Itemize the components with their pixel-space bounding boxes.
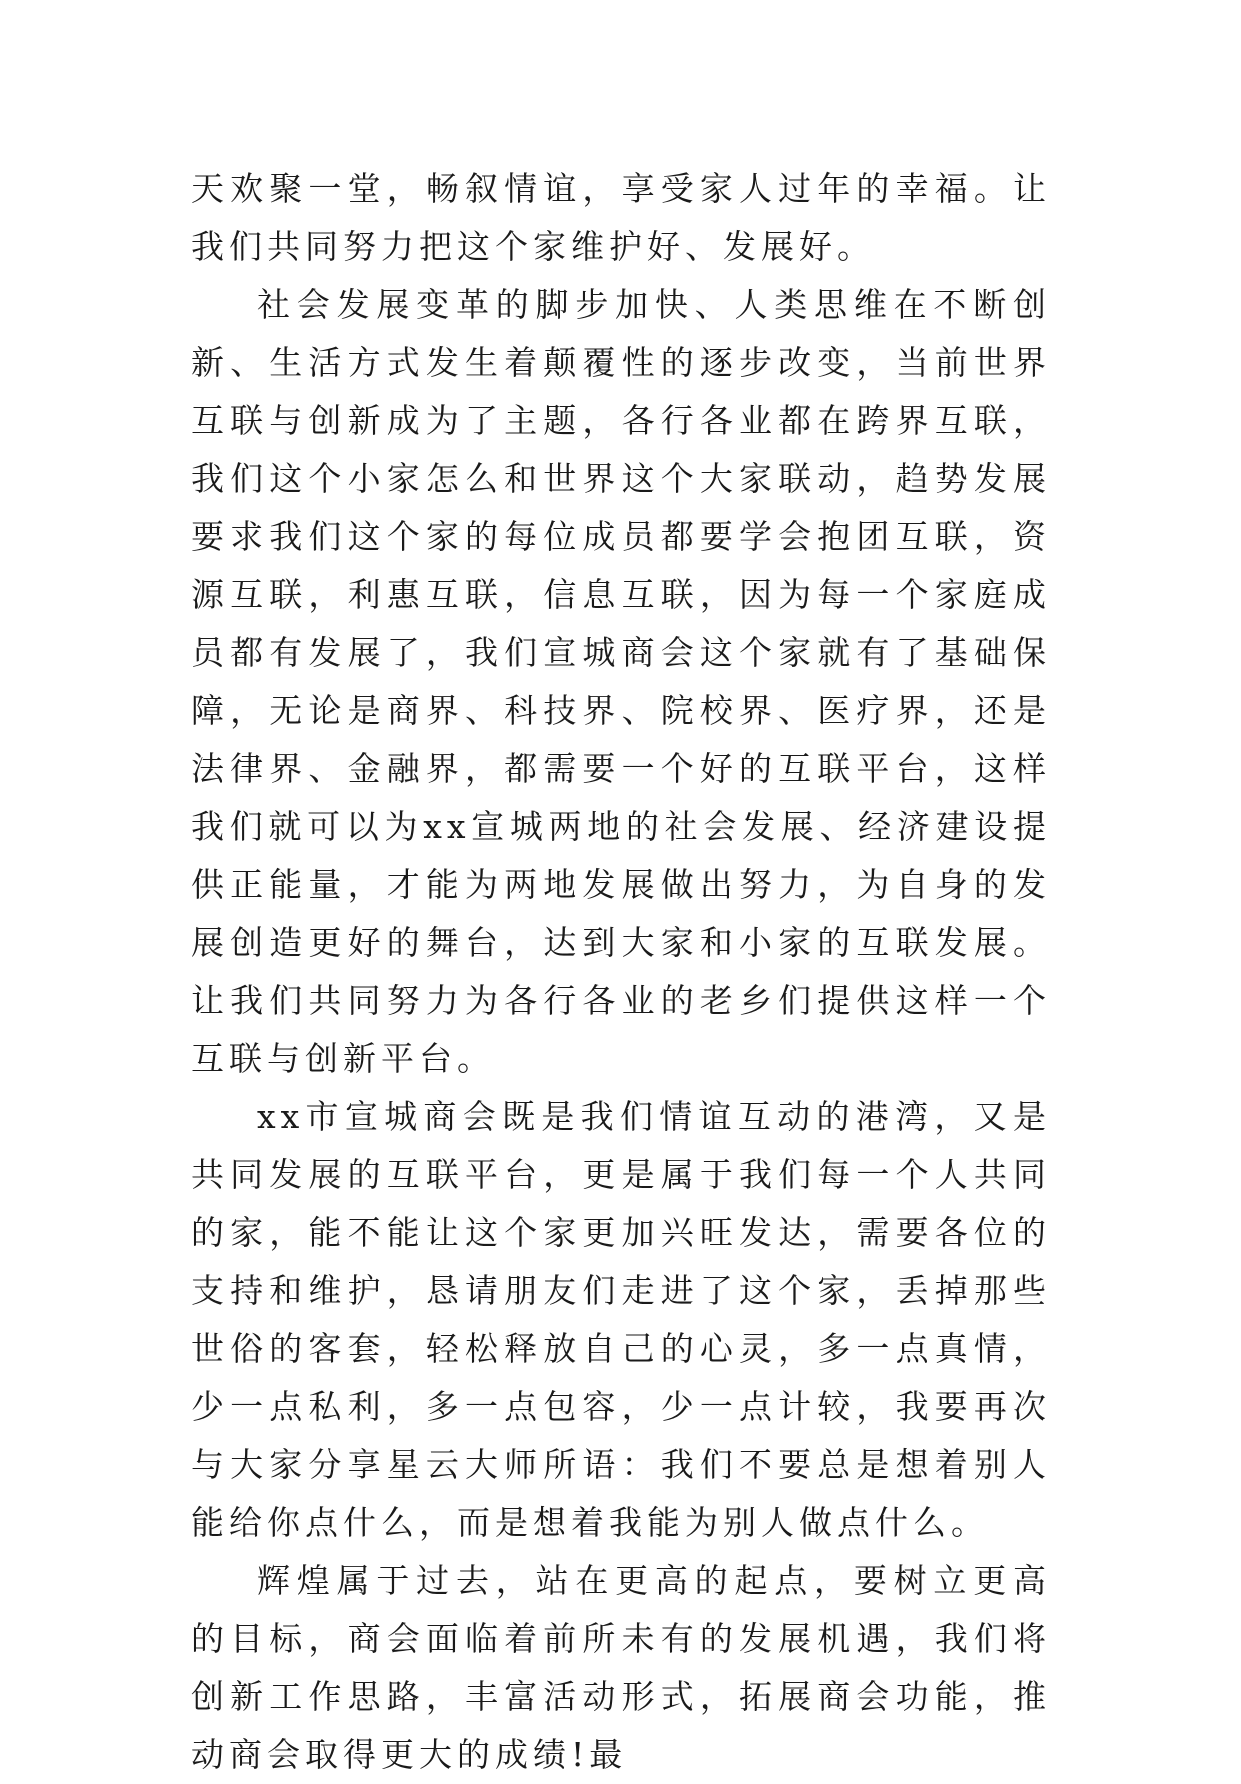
paragraph-future-goals: 辉煌属于过去，站在更高的起点，要树立更高的目标，商会面临着前所未有的发展机遇，我们将创新工作思路，丰富活动形式，拓展商会功能，推动商会取得更大的成绩!最 <box>191 1561 1051 1774</box>
paragraph-social-development: 社会发展变革的脚步加快、人类思维在不断创新、生活方式发生着颠覆性的逐步改变，当前世界互联与创新成为了主题，各行各业都在跨界互联，我们这个小家怎么和世界这个大家联动，趋势发展要求我们这个家的每位成员都要学会抱团互联，资源互联，利惠互联，信息互联，因为每一个家庭成员都有发展了，我们宣城商会这个家就有了基础保障，无论是商界、科技界、院校界、医疗界，还是法律界、金融界，都需要一个好的互联平台，这样我们就可以为xx宣城两地的社会发展、经济建设提供正能量，才能为两地发展做出努力，为自身的发展创造更好的舞台，达到大家和小家的互联发展。让我们共同努力为各行各业的老乡们提供这样一个互联与创新平台。 <box>191 285 1051 1078</box>
paragraph-continuation: 天欢聚一堂，畅叙情谊，享受家人过年的幸福。让我们共同努力把这个家维护好、发展好。 <box>191 169 1051 266</box>
document-body <box>191 160 1051 1784</box>
paragraph-chamber-home: xx市宣城商会既是我们情谊互动的港湾，又是共同发展的互联平台，更是属于我们每一个人共同的家，能不能让这个家更加兴旺发达，需要各位的支持和维护，恳请朋友们走进了这个家，丢掉那些世俗的客套，轻松释放自己的心灵，多一点真情，少一点私利，多一点包容，少一点计较，我要再次与大家分享星云大师所语：我们不要总是想着别人能给你点什么，而是想着我能为别人做点什么。 <box>191 1097 1051 1542</box>
